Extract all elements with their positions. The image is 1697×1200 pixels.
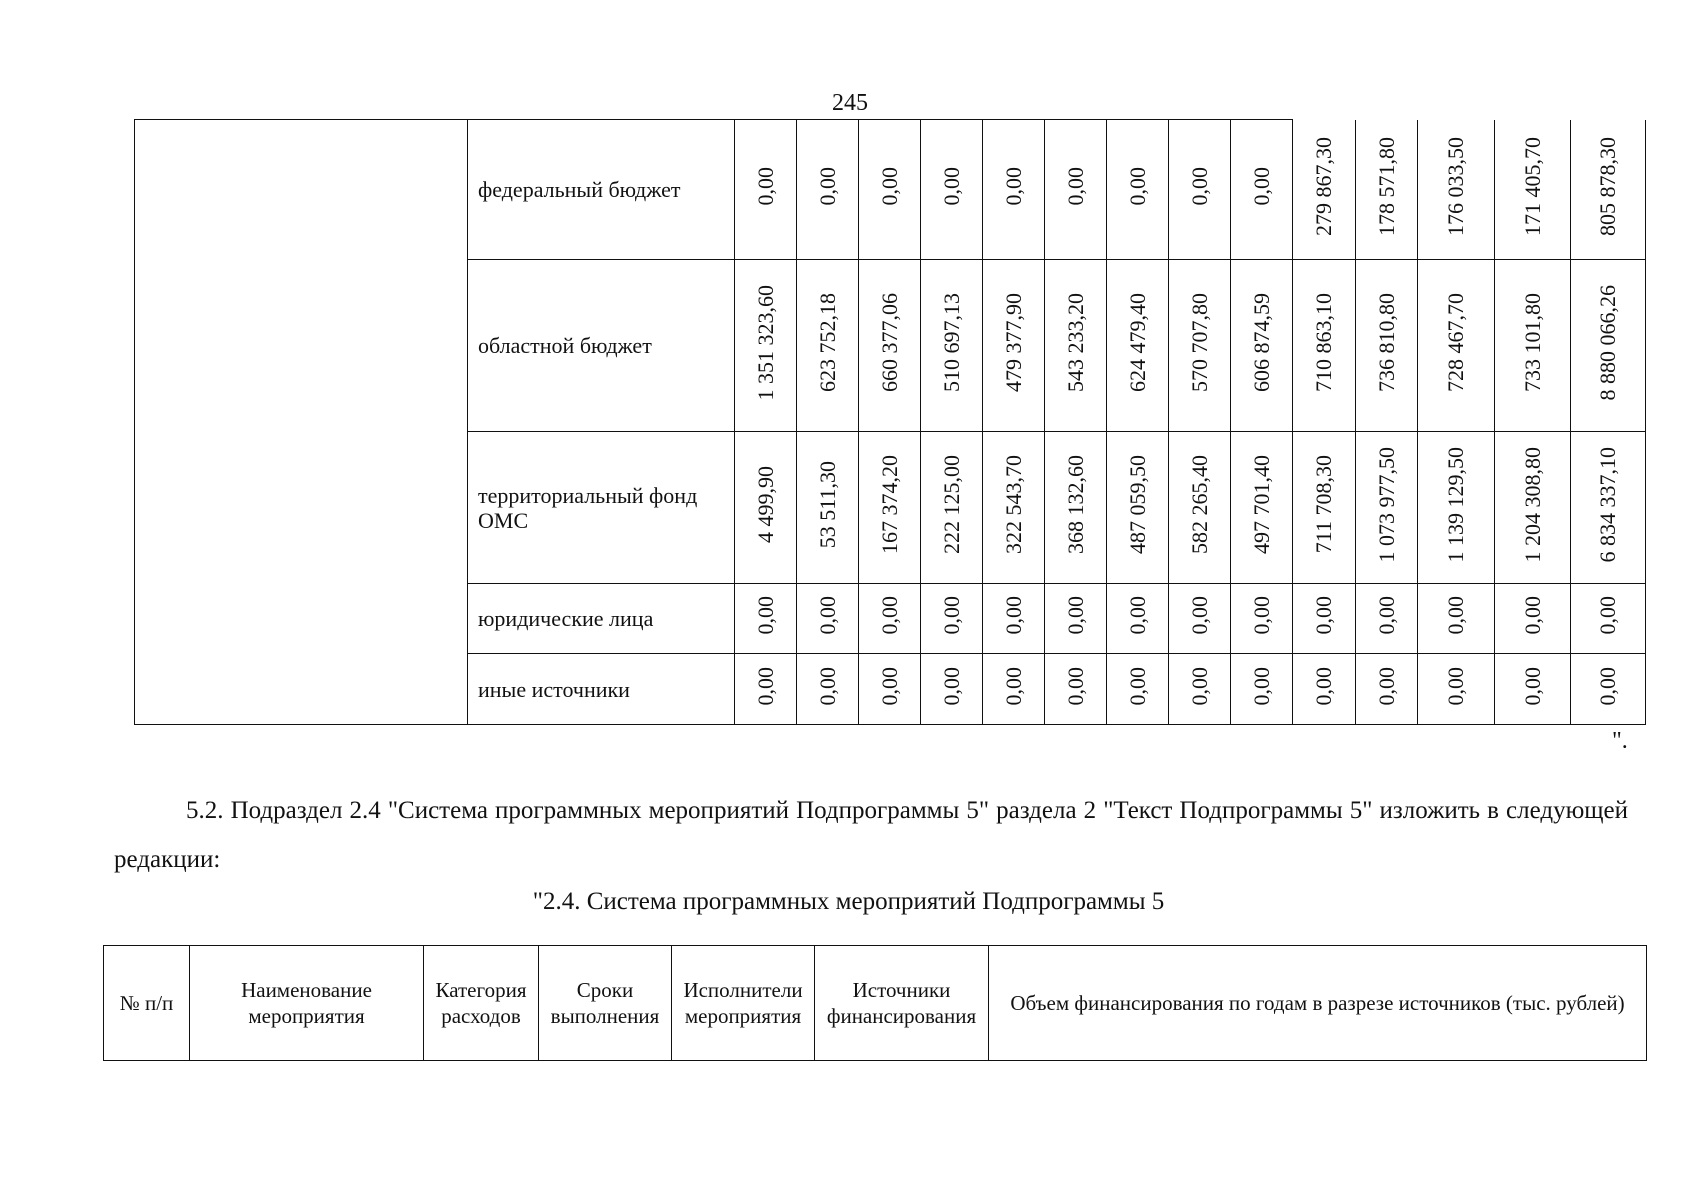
funding-value: 0,00	[814, 596, 840, 635]
funding-value-cell	[1293, 260, 1356, 432]
funding-value: 728 467,70	[1443, 293, 1468, 392]
funding-value-cell	[1418, 260, 1495, 432]
funding-value-cell	[921, 584, 983, 654]
header-cell-deadlines: Сроки выполнения	[539, 946, 672, 1061]
funding-value: 171 405,70	[1519, 136, 1545, 236]
funding-value: 0,00	[1595, 596, 1620, 635]
funding-value: 733 101,80	[1519, 293, 1545, 392]
funding-value: 0,00	[1000, 167, 1026, 206]
funding-value: 510 697,13	[938, 293, 964, 392]
funding-value-cell	[735, 432, 797, 584]
funding-value: 660 377,06	[876, 293, 902, 392]
page-number: 245	[832, 90, 868, 116]
funding-value-cell	[1231, 432, 1293, 584]
amendment-paragraph: 5.2. Подраздел 2.4 "Система программных мероприятий Подпрограммы 5" раздела 2 "Текст Подпрограммы 5" изложить в следующей редакции:	[114, 797, 1628, 873]
funding-value-cell	[1293, 654, 1356, 725]
funding-value: 368 132,60	[1062, 455, 1088, 554]
funding-value: 4 499,90	[752, 466, 778, 543]
funding-value: 0,00	[814, 666, 840, 706]
funding-value: 0,00	[1443, 596, 1468, 635]
funding-value: 805 878,30	[1595, 136, 1620, 236]
funding-value-cell	[735, 120, 797, 260]
funding-value-cell	[1107, 120, 1169, 260]
closing-quote: ".	[1612, 728, 1628, 754]
funding-value: 0,00	[752, 666, 778, 706]
funding-value: 497 701,40	[1248, 455, 1274, 554]
funding-value-cell	[1356, 654, 1418, 725]
funding-value-cell	[735, 260, 797, 432]
funding-value-cell	[1495, 432, 1571, 584]
funding-source-label: областной бюджет	[468, 260, 735, 432]
funding-value-cell	[1418, 120, 1495, 260]
funding-value-cell	[735, 654, 797, 725]
funding-value-cell	[1495, 120, 1571, 260]
funding-value-cell	[1169, 584, 1231, 654]
funding-value-cell	[1495, 654, 1571, 725]
funding-source-label: территориальный фонд ОМС	[468, 432, 735, 584]
funding-value: 543 233,20	[1062, 293, 1088, 392]
funding-value: 0,00	[1186, 596, 1212, 635]
funding-value-cell	[983, 120, 1045, 260]
funding-value: 570 707,80	[1186, 293, 1212, 392]
funding-value-cell	[735, 584, 797, 654]
funding-value-cell	[797, 120, 859, 260]
funding-value: 624 479,40	[1124, 293, 1150, 392]
funding-value-cell	[1293, 584, 1356, 654]
funding-value: 1 139 129,50	[1443, 446, 1468, 563]
funding-value: 0,00	[938, 167, 964, 206]
funding-value: 0,00	[1248, 596, 1274, 635]
funding-value-cell	[1231, 260, 1293, 432]
funding-value-cell	[859, 654, 921, 725]
funding-value-cell	[1571, 432, 1646, 584]
funding-value: 322 543,70	[1000, 455, 1026, 554]
measures-header-table	[103, 945, 1647, 1061]
funding-value: 487 059,50	[1124, 455, 1150, 554]
funding-value: 222 125,00	[938, 455, 964, 554]
funding-value-cell	[1169, 654, 1231, 725]
funding-value: 0,00	[938, 666, 964, 706]
header-cell-measure-name: Наименование мероприятия	[190, 946, 424, 1061]
funding-value-cell	[1169, 432, 1231, 584]
funding-value-cell	[1169, 120, 1231, 260]
funding-value: 0,00	[876, 167, 902, 206]
funding-value-cell	[921, 120, 983, 260]
funding-value: 0,00	[1373, 596, 1399, 635]
funding-value: 0,00	[876, 596, 902, 635]
funding-value: 0,00	[1124, 666, 1150, 706]
funding-value-cell	[1356, 432, 1418, 584]
header-cell-funding-volume: Объем финансирования по годам в разрезе источников (тыс. рублей)	[989, 946, 1647, 1061]
funding-value-cell	[1231, 120, 1293, 260]
funding-value-cell	[1231, 584, 1293, 654]
funding-value: 8 880 066,26	[1595, 284, 1620, 401]
funding-row	[135, 120, 1646, 260]
funding-value-cell	[1418, 654, 1495, 725]
funding-value: 0,00	[1519, 666, 1545, 706]
header-cell-executors: Исполнители мероприятия	[672, 946, 815, 1061]
funding-value: 0,00	[752, 596, 778, 635]
funding-value: 0,00	[1124, 596, 1150, 635]
funding-value: 279 867,30	[1311, 136, 1336, 236]
funding-value-cell	[983, 260, 1045, 432]
funding-value-cell	[1495, 260, 1571, 432]
funding-value-cell	[1418, 432, 1495, 584]
funding-source-label: федеральный бюджет	[468, 120, 735, 260]
funding-value-cell	[1107, 584, 1169, 654]
funding-value-cell	[921, 432, 983, 584]
header-cell-expense-category: Категория расходов	[424, 946, 539, 1061]
funding-value: 736 810,80	[1373, 293, 1399, 392]
funding-value-cell	[1293, 432, 1356, 584]
funding-value-cell	[1045, 260, 1107, 432]
funding-value-cell	[983, 432, 1045, 584]
funding-value-cell	[1356, 120, 1418, 260]
funding-value: 167 374,20	[876, 455, 902, 554]
funding-value: 0,00	[814, 167, 840, 206]
funding-value: 0,00	[1186, 167, 1212, 206]
funding-value-cell	[1107, 432, 1169, 584]
funding-value: 0,00	[1124, 167, 1150, 206]
funding-value-cell	[859, 260, 921, 432]
funding-value: 0,00	[1443, 666, 1468, 706]
blank-merged-cell	[135, 120, 468, 725]
funding-value-cell	[1571, 260, 1646, 432]
funding-value-cell	[921, 260, 983, 432]
funding-value: 0,00	[1000, 666, 1026, 706]
funding-value: 0,00	[1311, 666, 1336, 706]
funding-value-cell	[1231, 654, 1293, 725]
funding-value-cell	[1571, 584, 1646, 654]
funding-table	[134, 119, 1646, 725]
funding-value-cell	[1045, 654, 1107, 725]
funding-value-cell	[1571, 120, 1646, 260]
funding-value: 0,00	[1062, 666, 1088, 706]
funding-value: 1 073 977,50	[1373, 446, 1399, 563]
funding-value-cell	[797, 654, 859, 725]
funding-value: 53 511,30	[814, 460, 840, 549]
funding-value-cell	[859, 120, 921, 260]
header-row	[104, 946, 1647, 1061]
funding-value: 0,00	[938, 596, 964, 635]
funding-value: 0,00	[1062, 596, 1088, 635]
funding-value-cell	[859, 584, 921, 654]
funding-value: 0,00	[1519, 596, 1545, 635]
funding-value-cell	[797, 260, 859, 432]
funding-value: 0,00	[752, 167, 778, 206]
funding-value-cell	[1418, 584, 1495, 654]
funding-value: 0,00	[1062, 167, 1088, 206]
funding-value-cell	[1293, 120, 1356, 260]
funding-value-cell	[1356, 584, 1418, 654]
funding-value: 710 863,10	[1311, 293, 1336, 392]
funding-value: 176 033,50	[1443, 136, 1468, 236]
funding-value-cell	[1045, 120, 1107, 260]
funding-value: 0,00	[876, 666, 902, 706]
header-cell-number: № п/п	[104, 946, 190, 1061]
funding-value: 479 377,90	[1000, 293, 1026, 392]
funding-value-cell	[1169, 260, 1231, 432]
funding-value: 178 571,80	[1373, 136, 1399, 236]
funding-value: 606 874,59	[1248, 293, 1274, 392]
funding-value: 582 265,40	[1186, 455, 1212, 554]
funding-value: 623 752,18	[814, 293, 840, 392]
funding-source-label: юридические лица	[468, 584, 735, 654]
funding-value: 0,00	[1311, 596, 1336, 635]
funding-value: 0,00	[1373, 666, 1399, 706]
funding-value: 0,00	[1595, 666, 1620, 706]
funding-value-cell	[1107, 260, 1169, 432]
funding-value-cell	[983, 584, 1045, 654]
funding-source-label: иные источники	[468, 654, 735, 725]
funding-value: 0,00	[1248, 666, 1274, 706]
funding-value-cell	[797, 584, 859, 654]
funding-value: 0,00	[1248, 167, 1274, 206]
funding-value-cell	[1045, 584, 1107, 654]
funding-value-cell	[1107, 654, 1169, 725]
funding-value-cell	[1571, 654, 1646, 725]
section-subheading: "2.4. Система программных мероприятий Подпрограммы 5	[532, 888, 1165, 915]
funding-value-cell	[921, 654, 983, 725]
funding-value: 711 708,30	[1311, 455, 1336, 554]
funding-value: 1 351 323,60	[752, 284, 778, 401]
funding-value-cell	[983, 654, 1045, 725]
funding-value: 0,00	[1186, 666, 1212, 706]
funding-value: 1 204 308,80	[1519, 446, 1545, 563]
funding-value: 6 834 337,10	[1595, 446, 1620, 563]
funding-value-cell	[1045, 432, 1107, 584]
funding-value: 0,00	[1000, 596, 1026, 635]
funding-value-cell	[1495, 584, 1571, 654]
funding-value-cell	[797, 432, 859, 584]
header-cell-funding-sources: Источники финансирования	[815, 946, 989, 1061]
funding-value-cell	[1356, 260, 1418, 432]
funding-value-cell	[859, 432, 921, 584]
